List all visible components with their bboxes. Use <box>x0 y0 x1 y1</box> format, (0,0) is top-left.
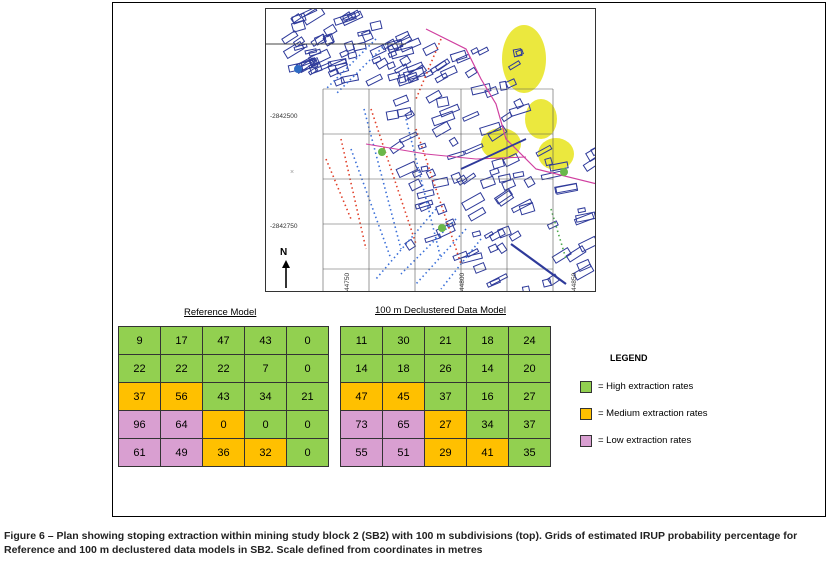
sample-point <box>560 168 568 176</box>
legend-item-medium <box>580 400 780 427</box>
stope-outline <box>409 179 422 191</box>
reference-grid-cell: 61 <box>119 439 161 467</box>
legend-label-medium: = Medium extraction rates <box>598 408 708 419</box>
declustered-grid-row <box>341 411 551 439</box>
declustered-grid-cell: 37 <box>425 383 467 411</box>
stope-outline <box>376 58 388 69</box>
stope-outline <box>449 137 458 146</box>
stope-outline <box>447 151 464 159</box>
stope-outline <box>522 286 529 292</box>
coord-label-x2: 44800 <box>459 272 466 291</box>
reference-grid-cell: 96 <box>119 411 161 439</box>
cross-marker: × <box>290 169 295 176</box>
stope-outline <box>471 48 478 55</box>
stope-outline <box>417 190 434 199</box>
stope-outline <box>555 183 578 193</box>
reference-grid-cell: 32 <box>245 439 287 467</box>
legend-label-high: = High extraction rates <box>598 381 694 392</box>
declustered-grid-cell: 29 <box>425 439 467 467</box>
legend-item-low <box>580 427 780 454</box>
stope-outline <box>294 44 307 50</box>
stope-outline <box>366 74 382 86</box>
reference-grid-cell: 9 <box>119 327 161 355</box>
reference-grid-cell: 43 <box>203 383 245 411</box>
reference-grid-row <box>119 327 329 355</box>
declustered-grid-cell: 18 <box>467 327 509 355</box>
declustered-grid-cell: 34 <box>467 411 509 439</box>
stope-outline <box>579 236 596 251</box>
reference-grid-cell: 49 <box>161 439 203 467</box>
reference-grid-cell: 0 <box>287 411 329 439</box>
haulage-line <box>511 244 566 284</box>
declustered-grid-cell: 27 <box>509 383 551 411</box>
drill-hole-line <box>326 159 351 219</box>
highlight-zone <box>538 138 574 170</box>
stope-outline <box>490 274 508 285</box>
declustered-grid-cell: 45 <box>383 383 425 411</box>
reference-grid-cell: 47 <box>203 327 245 355</box>
reference-grid-cell: 56 <box>161 383 203 411</box>
declustered-grid-cell: 30 <box>383 327 425 355</box>
reference-grid-cell: 34 <box>245 383 287 411</box>
reference-grid-cell: 22 <box>203 355 245 383</box>
sample-point <box>378 148 386 156</box>
stope-outline <box>497 243 507 253</box>
stope-outline <box>386 110 398 120</box>
declustered-grid-row <box>341 439 551 467</box>
stope-outline <box>393 95 408 106</box>
stope-outline <box>426 90 442 103</box>
reference-grid-cell: 17 <box>161 327 203 355</box>
reference-grid-row <box>119 439 329 467</box>
legend <box>580 353 780 454</box>
stope-outline <box>485 232 494 239</box>
legend-item-high <box>580 373 780 400</box>
declustered-grid-cell: 20 <box>509 355 551 383</box>
stope-outline <box>552 248 571 263</box>
legend-swatch-medium <box>580 408 592 420</box>
reference-model-title: Reference Model <box>184 307 257 318</box>
declustered-grid-cell: 18 <box>383 355 425 383</box>
declustered-grid-cell: 55 <box>341 439 383 467</box>
stope-outline <box>324 24 337 36</box>
reference-grid-cell: 43 <box>245 327 287 355</box>
north-label: N <box>280 247 288 258</box>
declustered-grid-row <box>341 383 551 411</box>
reference-grid-row <box>119 411 329 439</box>
stope-outline <box>353 42 366 51</box>
coord-label-x1: 44750 <box>344 272 351 291</box>
legend-label-low: = Low extraction rates <box>598 435 692 446</box>
mine-plan-map <box>265 8 596 292</box>
declustered-grid-cell: 51 <box>383 439 425 467</box>
legend-title: LEGEND <box>610 353 648 363</box>
declustered-grid-cell: 14 <box>467 355 509 383</box>
stope-outline <box>463 112 479 122</box>
declustered-grid-cell: 35 <box>509 439 551 467</box>
reference-grid-cell: 0 <box>203 411 245 439</box>
drill-hole-line <box>416 129 461 264</box>
reference-grid-cell: 0 <box>287 327 329 355</box>
highlight-zone <box>525 99 557 139</box>
stope-outline <box>421 166 428 171</box>
declustered-grid-cell: 37 <box>509 411 551 439</box>
reference-grid-cell: 22 <box>161 355 203 383</box>
stope-outline <box>370 21 382 31</box>
stope-outline <box>513 172 524 178</box>
stope-outline <box>583 156 596 171</box>
stope-outline <box>478 47 489 55</box>
reference-grid-cell: 0 <box>287 439 329 467</box>
stope-outline <box>566 246 586 262</box>
stope-outline <box>348 52 357 59</box>
stope-outline <box>390 141 404 154</box>
highlight-zone <box>502 25 546 93</box>
north-arrow-icon <box>281 260 291 290</box>
sample-point <box>438 224 446 232</box>
stope-outline <box>405 239 415 250</box>
stope-outline <box>490 168 499 175</box>
stope-outline <box>396 161 417 177</box>
stope-outline <box>492 158 504 169</box>
stope-outline <box>472 231 480 237</box>
reference-grid-cell: 22 <box>119 355 161 383</box>
declustered-grid-row <box>341 327 551 355</box>
stope-outline <box>480 176 495 188</box>
stope-outline <box>495 189 513 204</box>
stope-outline <box>461 253 482 263</box>
declustered-grid-cell: 27 <box>425 411 467 439</box>
mine-plan-drawing <box>266 9 596 292</box>
declustered-model-grid <box>340 326 551 467</box>
declustered-model-title: 100 m Declustered Data Model <box>375 305 506 316</box>
stope-outline <box>334 78 344 86</box>
stope-outline <box>423 43 438 56</box>
declustered-grid-row <box>341 355 551 383</box>
reference-grid-cell: 36 <box>203 439 245 467</box>
drill-hole-line <box>341 139 366 249</box>
legend-swatch-high <box>580 381 592 393</box>
drill-hole-line <box>376 209 436 279</box>
reference-grid-row <box>119 383 329 411</box>
declustered-grid-cell: 73 <box>341 411 383 439</box>
declustered-grid-cell: 21 <box>425 327 467 355</box>
stope-outline <box>578 208 586 213</box>
stope-outline <box>473 263 486 274</box>
shaft-marker <box>294 65 302 73</box>
coord-label-y1: -2842500 <box>270 113 298 120</box>
reference-grid-cell: 7 <box>245 355 287 383</box>
stope-outline <box>282 31 298 44</box>
drill-hole-line <box>351 149 391 259</box>
reference-model-grid <box>118 326 329 467</box>
stope-outline <box>524 177 535 188</box>
stope-outline <box>488 244 498 252</box>
declustered-grid-cell: 16 <box>467 383 509 411</box>
legend-swatch-low <box>580 435 592 447</box>
stope-outline <box>432 122 450 137</box>
reference-grid-row <box>119 355 329 383</box>
stope-outline <box>586 144 596 161</box>
stope-outline <box>436 204 447 214</box>
stope-outline <box>499 174 511 182</box>
stope-outline <box>436 97 448 108</box>
stope-outline <box>468 207 485 221</box>
figure-caption: Figure 6 – Plan showing stoping extraction within mining study block 2 (SB2) with 100 m subdivisions (top). Grids of estimated IRUP probability percentage for Reference and 100 m declustered data models in SB2. Scale defined from coordinates in metres <box>4 530 798 556</box>
stope-outline <box>591 144 596 156</box>
declustered-grid-cell: 14 <box>341 355 383 383</box>
declustered-grid-cell: 11 <box>341 327 383 355</box>
declustered-grid-cell: 24 <box>509 327 551 355</box>
stope-outline <box>399 132 417 143</box>
reference-grid-cell: 37 <box>119 383 161 411</box>
coord-label-y2: -2842750 <box>270 223 298 230</box>
reference-grid-cell: 21 <box>287 383 329 411</box>
coord-label-x3: 44850 <box>571 272 578 291</box>
declustered-grid-cell: 65 <box>383 411 425 439</box>
reference-grid-cell: 64 <box>161 411 203 439</box>
reference-grid-cell: 0 <box>245 411 287 439</box>
declustered-grid-cell: 41 <box>467 439 509 467</box>
stope-outline <box>465 144 483 154</box>
declustered-grid-cell: 47 <box>341 383 383 411</box>
stope-outline <box>453 251 468 260</box>
reference-grid-cell: 0 <box>287 355 329 383</box>
declustered-grid-cell: 26 <box>425 355 467 383</box>
